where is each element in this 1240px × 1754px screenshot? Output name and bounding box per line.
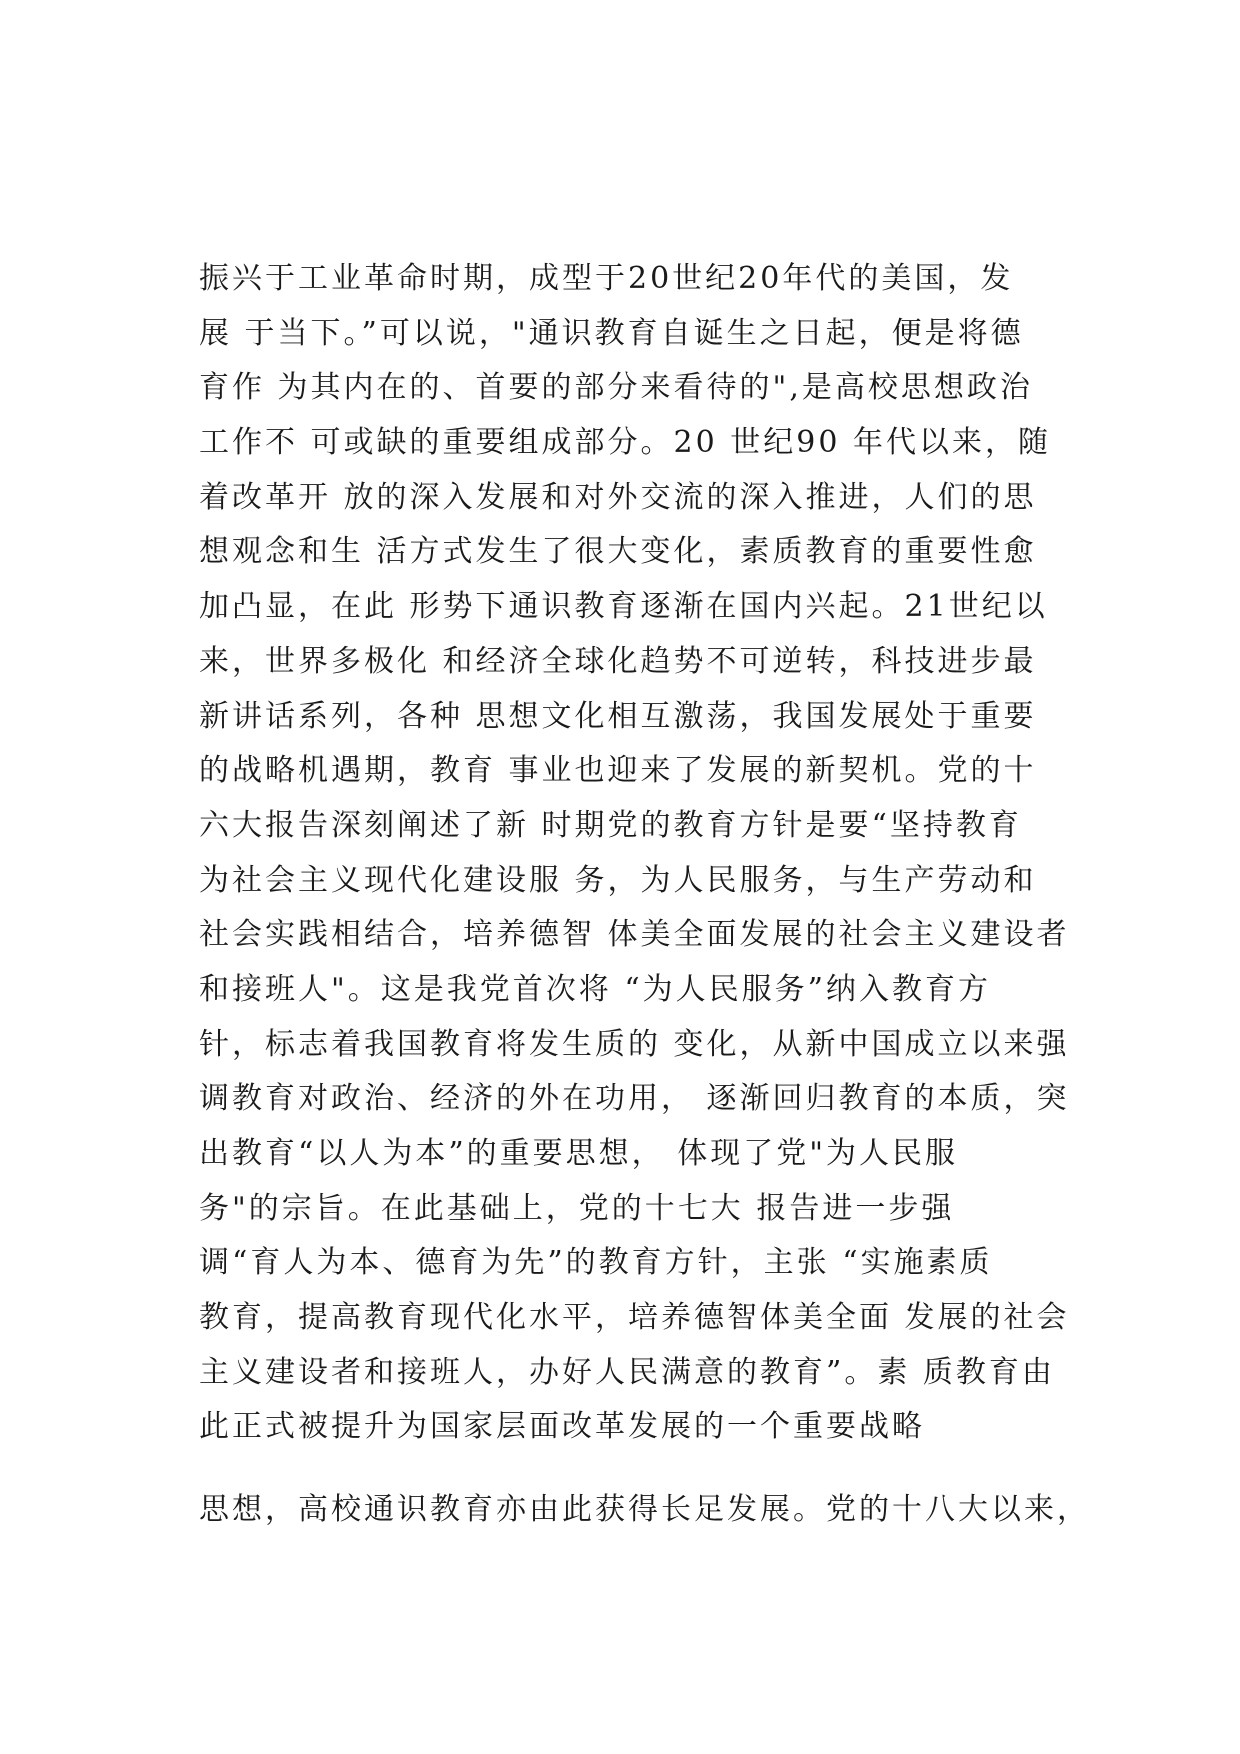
text-line: 出教育“以人为本”的重要思想， 体现了党"为人民服 bbox=[199, 1136, 959, 1171]
text-line: 新讲话系列，各种 思想文化相互激荡，我国发展处于重要 bbox=[199, 698, 1037, 734]
text-line: 针，标志着我国教育将发生质的 变化，从新中国成立以来强 bbox=[199, 1026, 1070, 1062]
text-line: 展 于当下。”可以说，"通识教育自诞生之日起，便是将德 bbox=[199, 315, 1024, 351]
text-line: 想观念和生 活方式发生了很大变化，素质教育的重要性愈 bbox=[199, 534, 1037, 570]
text-line: 为社会主义现代化建设服 务，为人民服务，与生产劳动和 bbox=[199, 862, 1037, 898]
text-line: 来，世界多极化 和经济全球化趋势不可逆转，科技进步最 bbox=[199, 643, 1037, 679]
text-line: 教育，提高教育现代化水平，培养德智体美全面 发展的社会 bbox=[199, 1300, 1070, 1336]
text-line: 社会实践相结合，培养德智 体美全面发展的社会主义建设者 bbox=[199, 917, 1070, 953]
text-line: 务"的宗旨。在此基础上，党的十七大 报告进一步强 bbox=[199, 1190, 955, 1226]
text-line: 工作不 可或缺的重要组成部分。20 世纪90 年代以来，随 bbox=[199, 425, 1051, 461]
text-line: 和接班人"。这是我党首次将 “为人民服务”纳入教育方 bbox=[199, 971, 992, 1007]
text-line: 六大报告深刻阐述了新 时期党的教育方针是要“坚持教育 bbox=[199, 807, 1022, 843]
text-line: 振兴于工业革命时期，成型于20世纪20年代的美国，发 bbox=[199, 261, 1014, 296]
text-line: 育作 为其内在的、首要的部分来看待的",是高校思想政治 bbox=[199, 370, 1033, 406]
text-line: 主义建设者和接班人，办好人民满意的教育”。素 质教育由 bbox=[199, 1354, 1055, 1390]
text-line: 的战略机遇期，教育 事业也迎来了发展的新契机。党的十 bbox=[199, 753, 1037, 789]
continuation-line: 思想，高校通识教育亦由此获得长足发展。党的十八大以来， bbox=[199, 1492, 1090, 1528]
text-line: 此正式被提升为国家层面改革发展的一个重要战略 bbox=[199, 1409, 925, 1445]
text-line: 调教育对政治、经济的外在功用， 逐渐回归教育的本质，突 bbox=[199, 1081, 1070, 1117]
body-text bbox=[199, 252, 1099, 1538]
text-line: 着改革开 放的深入发展和对外交流的深入推进，人们的思 bbox=[199, 479, 1037, 515]
text-line: 加凸显，在此 形势下通识教育逐渐在国内兴起。21世纪以 bbox=[199, 589, 1048, 625]
text-line: 调“育人为本、德育为先”的教育方针，主张 “实施素质 bbox=[199, 1245, 993, 1281]
